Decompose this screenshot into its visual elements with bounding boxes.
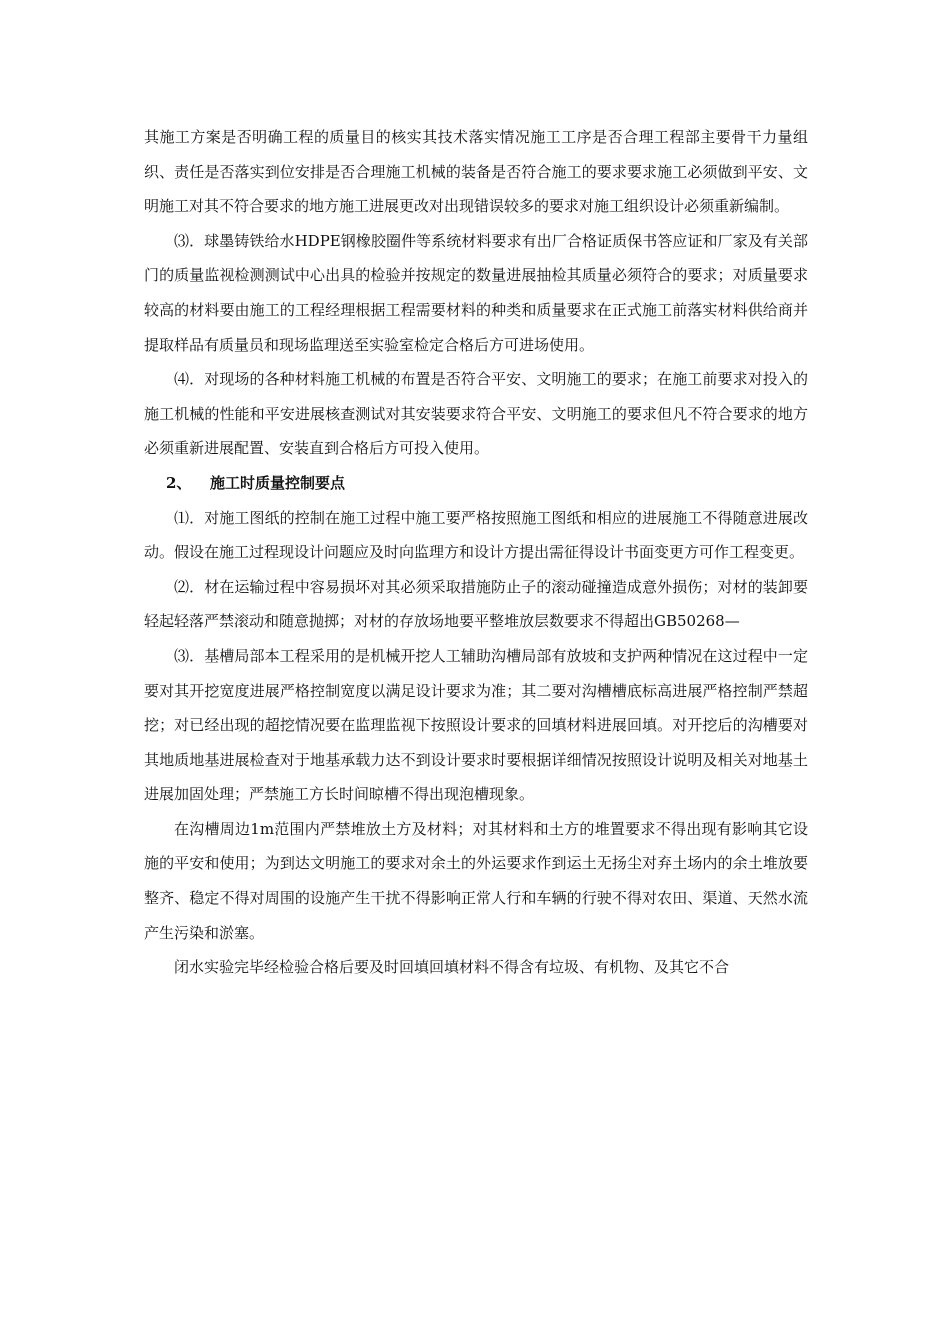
paragraph-drawing-control: ⑴．对施工图纸的控制在施工过程中施工要严格按照施工图纸和相应的进展施工不得随意进展改动。假设在施工过程现设计问题应及时向监理方和设计方提出需征得设计书面变更方可作工程变更。 <box>144 508 808 562</box>
paragraph-trench-excavation: ⑶．基槽局部本工程采用的是机械开挖人工辅助沟槽局部有放坡和支护两种情况在这过程中一定要对其开挖宽度进展严格控制宽度以满足设计要求为准；其二要对沟槽槽底标高进展严格控制严禁超挖；对已经出现的超挖情况要在监理监视下按照设计要求的回填材料进展回填。对开挖后的沟槽要对其地质地基进展检查对于地基承载力达不到设计要求时要根据详细情况按照设计说明及相关对地基土进展加固处理；严禁施工方长时间晾槽不得出现泡槽现象。 <box>144 646 808 804</box>
paragraph-trench-perimeter: 在沟槽周边1m范围内严禁堆放土方及材料；对其材料和土方的堆置要求不得出现有影响其它设施的平安和使用；为到达文明施工的要求对余土的外运要求作到运土无扬尘对弃土场内的余土堆放要整齐、稳定不得对周围的设施产生干扰不得影响正常人行和车辆的行驶不得对农田、渠道、天然水流产生污染和淤塞。 <box>144 819 808 942</box>
paragraph-construction-plan-review: 其施工方案是否明确工程的质量目的核实其技术落实情况施工工序是否合理工程部主要骨干力量组织、责任是否落实到位安排是否合理施工机械的装备是否符合施工的要求要求施工必须做到平安、文明施工对其不符合要求的地方施工进展更改对出现错误较多的要求对施工组织设计必须重新编制。 <box>144 128 808 216</box>
section-heading-title: 施工时质量控制要点 <box>210 473 346 492</box>
document-body <box>144 120 808 985</box>
paragraph-material-certification: ⑶．球墨铸铁给水HDPE钢橡胶圈件等系统材料要求有出厂合格证质保书答应证和厂家及有关部门的质量监视检测测试中心出具的检验并按规定的数量进展抽检其质量必须符合的要求；对质量要求较高的材料要由施工的工程经理根据工程需要材料的种类和质量要求在正式施工前落实材料供给商并提取样品有质量员和现场监理送至实验室检定合格后方可进场使用。 <box>144 231 808 354</box>
paragraph-backfill: 闭水实验完毕经检验合格后要及时回填回填材料不得含有垃圾、有机物、及其它不合 <box>174 958 730 977</box>
paragraph-machinery-layout: ⑷．对现场的各种材料施工机械的布置是否符合平安、文明施工的要求；在施工前要求对投入的施工机械的性能和平安进展核查测试对其安装要求符合平安、文明施工的要求但凡不符合要求的地方必须重新进展配置、安装直到合格后方可投入使用。 <box>144 370 808 458</box>
section-heading-number: 2、 <box>166 473 192 492</box>
paragraph-pipe-transport: ⑵．材在运输过程中容易损坏对其必须采取措施防止子的滚动碰撞造成意外损伤；对材的装卸要轻起轻落严禁滚动和随意抛掷；对材的存放场地要平整堆放层数要求不得超出GB50268— <box>144 577 808 631</box>
section-heading-construction-quality-control <box>144 466 808 501</box>
